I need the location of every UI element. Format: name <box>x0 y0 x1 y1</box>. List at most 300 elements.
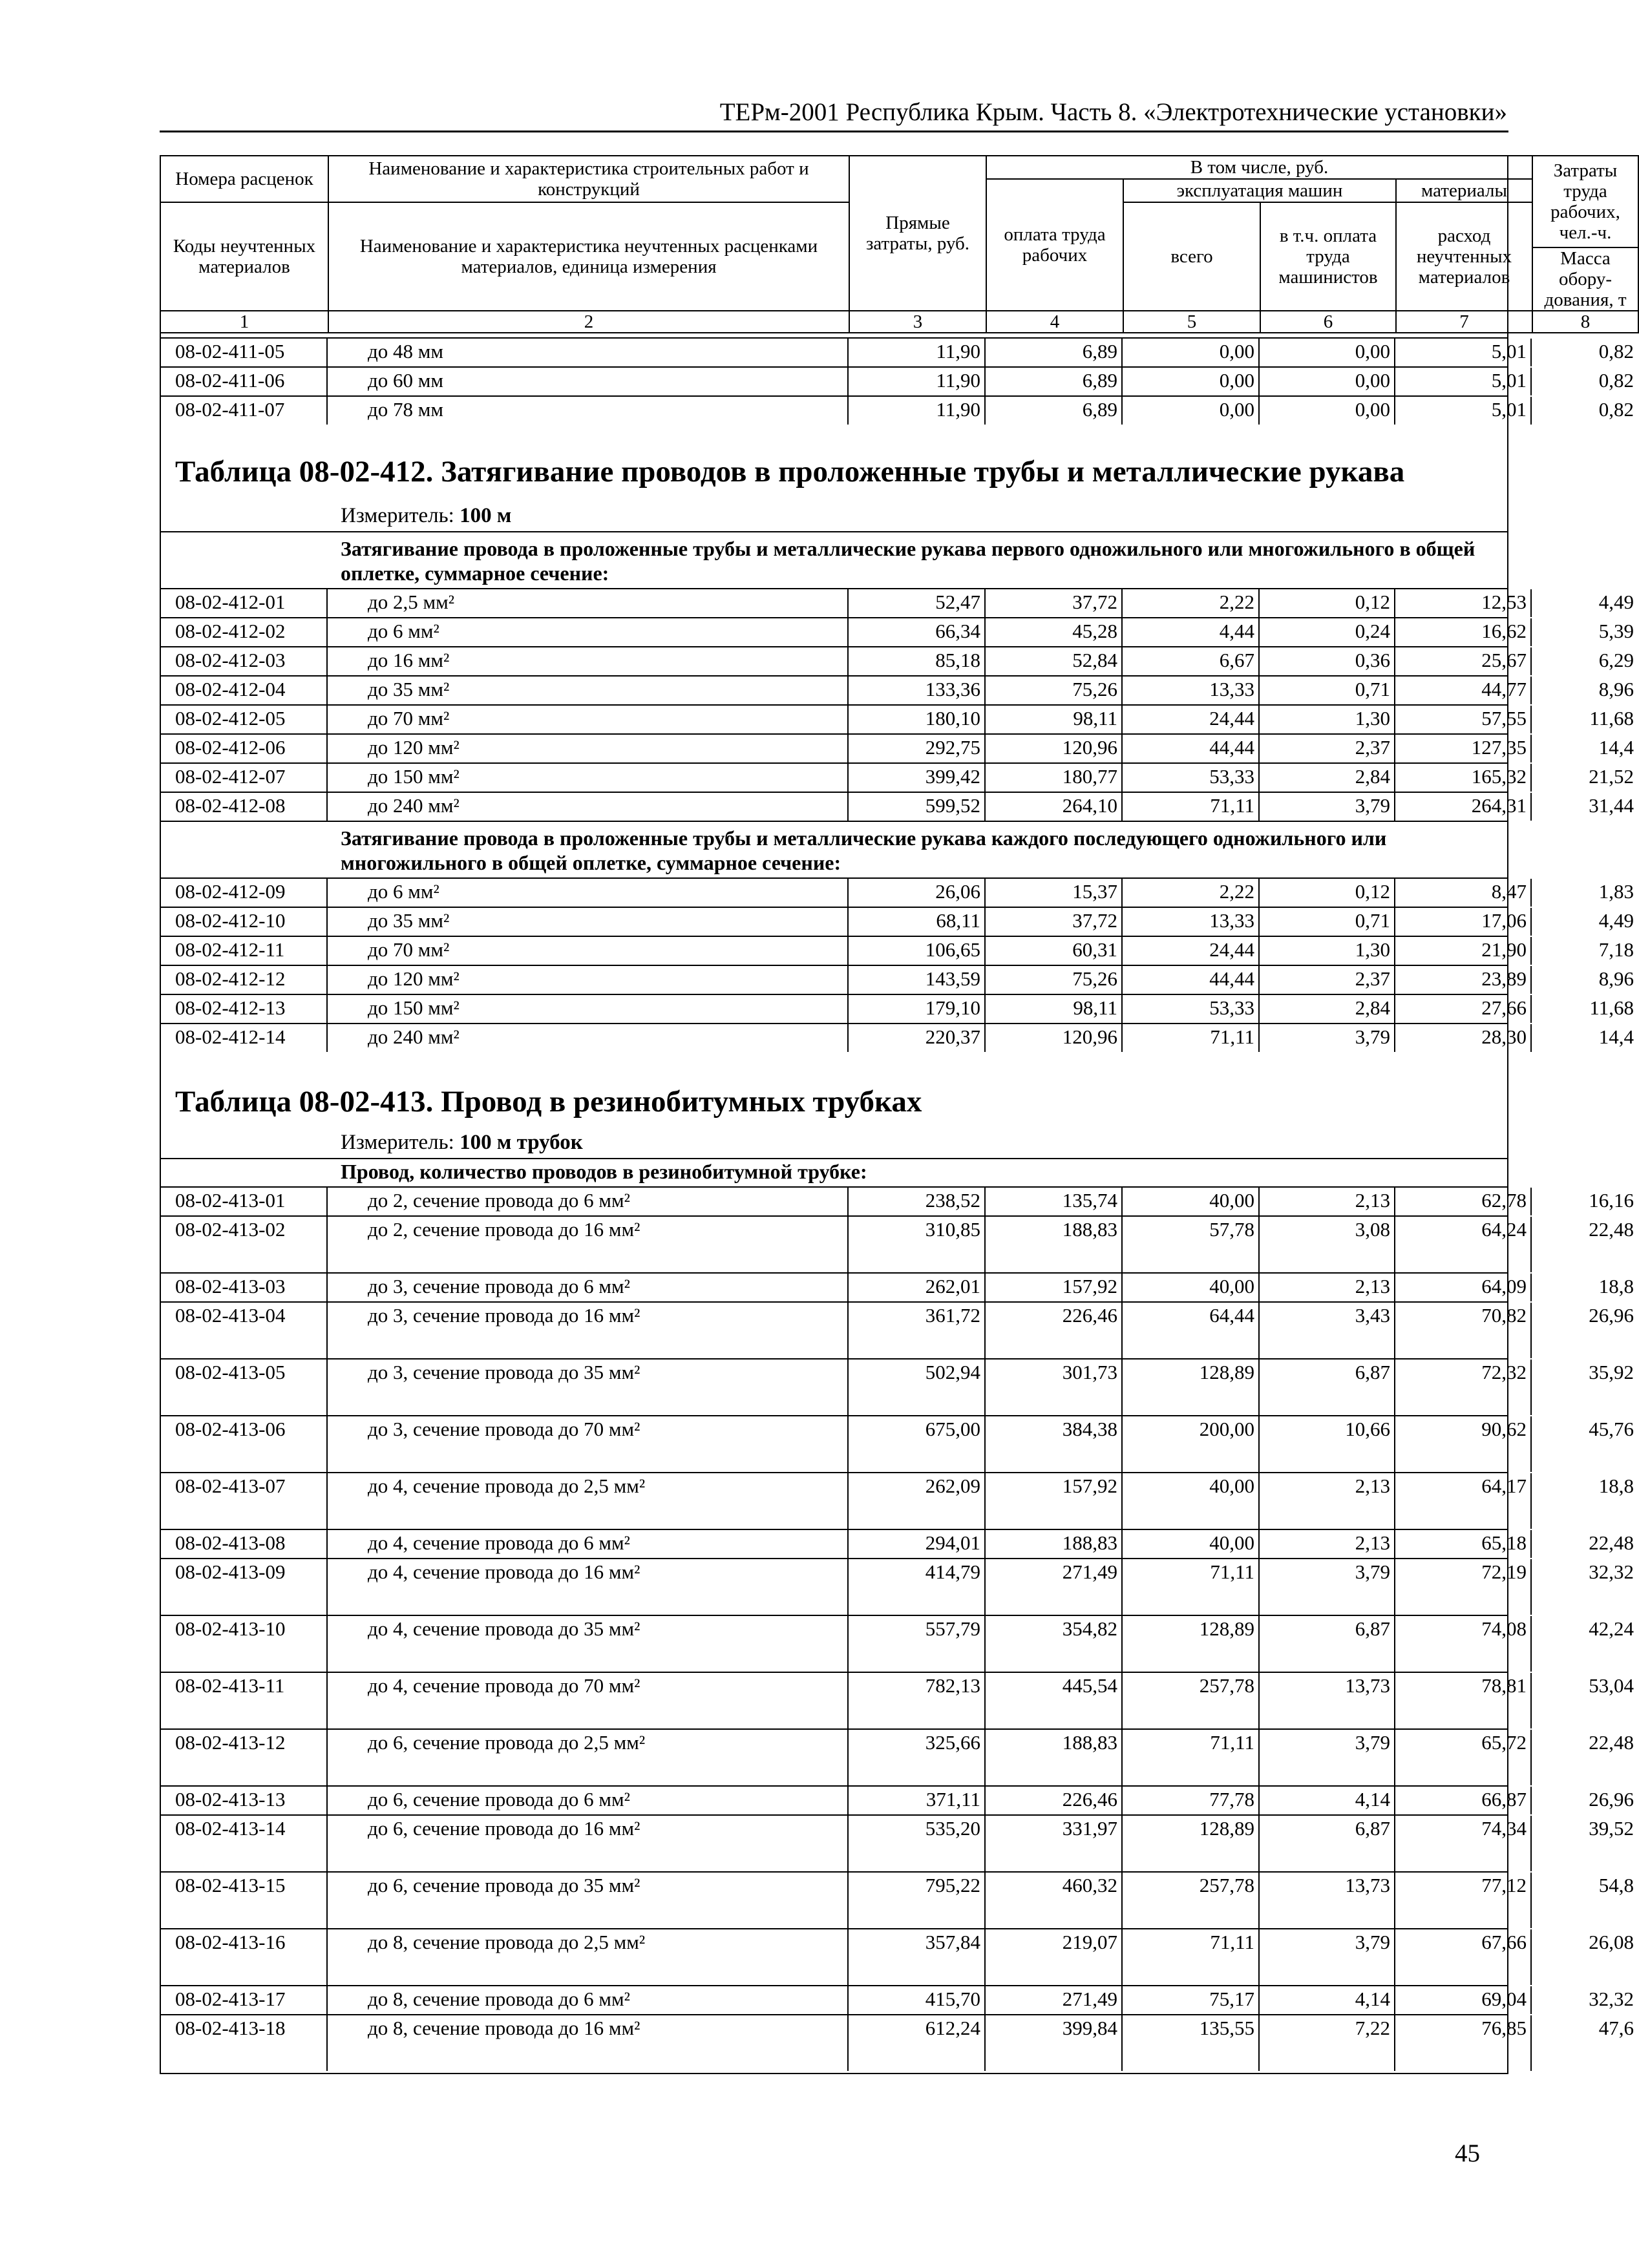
header-col1-top: Номера расценок <box>160 156 328 202</box>
rate-code: 08-02-413-06 <box>160 1416 328 1472</box>
measure-value: 100 м <box>460 504 512 527</box>
rate-description: до 8, сечение провода до 2,5 мм² <box>328 1929 849 1985</box>
machines-total: 40,00 <box>1123 1473 1260 1529</box>
rate-code: 08-02-413-04 <box>160 1303 328 1358</box>
header-number: 7 <box>1396 311 1532 333</box>
machinists-pay: 7,22 <box>1260 2015 1395 2071</box>
labor-pay: 219,07 <box>986 1929 1123 1985</box>
machinists-pay: 0,00 <box>1260 397 1395 425</box>
labor-hours: 4,49 <box>1598 909 1634 932</box>
labor-hours: 0,82 <box>1598 340 1634 362</box>
table-413-title: Таблица 08-02-413. Провод в резинобитумных трубках <box>175 1085 922 1118</box>
machinists-pay: 2,37 <box>1260 966 1395 994</box>
machines-total: 128,89 <box>1123 1816 1260 1871</box>
table-row <box>160 1985 1634 2014</box>
rate-code: 08-02-412-04 <box>160 677 328 704</box>
machines-total: 2,22 <box>1123 879 1260 907</box>
table-row <box>160 936 1634 965</box>
table-row <box>160 733 1634 762</box>
labor-pay: 226,46 <box>986 1303 1123 1358</box>
labor-hours: 35,92 <box>1589 1361 1634 1383</box>
header-number: 3 <box>849 311 986 333</box>
machinists-pay: 3,79 <box>1260 1024 1395 1052</box>
labor-pay: 188,83 <box>986 1730 1123 1785</box>
labor-hours: 14,4 <box>1598 1025 1634 1048</box>
labor-hours: 47,6 <box>1598 2017 1634 2039</box>
labor-hours: 26,08 <box>1589 1931 1634 1953</box>
labor-hours: 42,24 <box>1589 1617 1634 1640</box>
machines-total: 53,33 <box>1123 764 1260 792</box>
direct-cost: 66,34 <box>849 618 986 646</box>
table-row <box>160 675 1634 704</box>
rate-code: 08-02-412-13 <box>160 995 328 1023</box>
header-number: 1 <box>160 311 328 333</box>
table-row <box>160 907 1634 936</box>
materials-cost: 16,62 <box>1395 618 1532 646</box>
materials-cost: 66,87 <box>1395 1787 1532 1814</box>
rate-description: до 4, сечение провода до 16 мм² <box>328 1559 849 1615</box>
rate-description: до 3, сечение провода до 35 мм² <box>328 1360 849 1415</box>
labor-hours: 54,8 <box>1598 1874 1634 1896</box>
table-row <box>160 617 1634 646</box>
labor-pay: 98,11 <box>986 995 1123 1023</box>
labor-pay: 157,92 <box>986 1274 1123 1301</box>
direct-cost: 262,01 <box>849 1274 986 1301</box>
rate-code: 08-02-413-16 <box>160 1929 328 1985</box>
table-row <box>160 1672 1634 1728</box>
table-412-measure <box>341 503 511 529</box>
machinists-pay: 2,13 <box>1260 1530 1395 1558</box>
materials-cost: 74,34 <box>1395 1816 1532 1871</box>
header-col2-top: Наименование и характеристика строительных работ и конструкций <box>328 156 849 202</box>
rate-code: 08-02-412-12 <box>160 966 328 994</box>
machines-total: 6,67 <box>1123 647 1260 675</box>
materials-cost: 67,66 <box>1395 1929 1532 1985</box>
labor-hours: 22,48 <box>1589 1218 1634 1241</box>
rate-code: 08-02-413-13 <box>160 1787 328 1814</box>
rate-code: 08-02-412-05 <box>160 706 328 733</box>
machinists-pay: 3,43 <box>1260 1303 1395 1358</box>
header-number: 4 <box>986 311 1123 333</box>
machines-total: 71,11 <box>1123 1929 1260 1985</box>
rate-description: до 60 мм <box>328 368 849 395</box>
labor-hours: 18,8 <box>1598 1475 1634 1497</box>
direct-cost: 612,24 <box>849 2015 986 2071</box>
table-row <box>160 395 1634 425</box>
rate-description: до 3, сечение провода до 70 мм² <box>328 1416 849 1472</box>
rate-code: 08-02-413-07 <box>160 1473 328 1529</box>
labor-hours: 14,4 <box>1598 736 1634 759</box>
measure-label: Измеритель: <box>341 1131 454 1154</box>
labor-hours: 32,32 <box>1589 1560 1634 1583</box>
header-total: всего <box>1123 202 1260 311</box>
header-materials: материалы <box>1396 179 1532 202</box>
labor-hours: 8,96 <box>1598 967 1634 990</box>
labor-pay: 120,96 <box>986 1024 1123 1052</box>
rate-code: 08-02-413-01 <box>160 1188 328 1215</box>
rate-description: до 48 мм <box>328 339 849 366</box>
machines-total: 71,11 <box>1123 1559 1260 1615</box>
machines-total: 44,44 <box>1123 735 1260 762</box>
rate-code: 08-02-412-08 <box>160 793 328 821</box>
table-411-tail <box>160 337 1634 425</box>
materials-cost: 21,90 <box>1395 937 1532 965</box>
machines-total: 57,78 <box>1123 1217 1260 1272</box>
rate-code: 08-02-412-01 <box>160 589 328 617</box>
rate-description: до 2, сечение провода до 16 мм² <box>328 1217 849 1272</box>
rate-description: до 6, сечение провода до 6 мм² <box>328 1787 849 1814</box>
direct-cost: 310,85 <box>849 1217 986 1272</box>
machines-total: 71,11 <box>1123 1024 1260 1052</box>
rate-description: до 6, сечение провода до 16 мм² <box>328 1816 849 1871</box>
materials-cost: 12,53 <box>1395 589 1532 617</box>
table-row <box>160 1358 1634 1415</box>
labor-pay: 188,83 <box>986 1217 1123 1272</box>
machines-total: 0,00 <box>1123 368 1260 395</box>
labor-pay: 37,72 <box>986 908 1123 936</box>
labor-hours: 45,76 <box>1589 1418 1634 1440</box>
materials-cost: 5,01 <box>1395 397 1532 425</box>
table-413-body <box>160 1158 1634 2071</box>
header-group: В том числе, руб. <box>986 156 1532 179</box>
direct-cost: 357,84 <box>849 1929 986 1985</box>
materials-cost: 23,89 <box>1395 966 1532 994</box>
rate-description: до 6 мм² <box>328 879 849 907</box>
machinists-pay: 1,30 <box>1260 706 1395 733</box>
labor-pay: 264,10 <box>986 793 1123 821</box>
labor-hours: 22,48 <box>1589 1731 1634 1754</box>
direct-cost: 220,37 <box>849 1024 986 1052</box>
header-col2-bottom: Наименование и характеристика неучтенных расценками материалов, единица измерения <box>328 202 849 311</box>
page-number: 45 <box>1455 2139 1480 2167</box>
table-row <box>160 646 1634 675</box>
rate-code: 08-02-412-07 <box>160 764 328 792</box>
machinists-pay: 2,84 <box>1260 764 1395 792</box>
labor-hours: 22,48 <box>1589 1531 1634 1554</box>
direct-cost: 11,90 <box>849 368 986 395</box>
materials-cost: 57,55 <box>1395 706 1532 733</box>
rate-description: до 3, сечение провода до 16 мм² <box>328 1303 849 1358</box>
table-row <box>160 1785 1634 1814</box>
labor-hours: 5,39 <box>1598 620 1634 642</box>
table-row <box>160 1615 1634 1672</box>
materials-cost: 17,06 <box>1395 908 1532 936</box>
direct-cost: 52,47 <box>849 589 986 617</box>
materials-cost: 64,17 <box>1395 1473 1532 1529</box>
machines-total: 2,22 <box>1123 589 1260 617</box>
direct-cost: 675,00 <box>849 1416 986 1472</box>
machines-total: 4,44 <box>1123 618 1260 646</box>
machines-total: 13,33 <box>1123 908 1260 936</box>
machines-total: 71,11 <box>1123 1730 1260 1785</box>
table-row <box>160 1023 1634 1052</box>
labor-hours: 4,49 <box>1598 591 1634 613</box>
rate-description: до 240 мм² <box>328 793 849 821</box>
direct-cost: 143,59 <box>849 966 986 994</box>
table-row <box>160 337 1634 366</box>
labor-hours: 26,96 <box>1589 1788 1634 1811</box>
direct-cost: 85,18 <box>849 647 986 675</box>
labor-pay: 37,72 <box>986 589 1123 617</box>
labor-pay: 445,54 <box>986 1673 1123 1728</box>
materials-cost: 25,67 <box>1395 647 1532 675</box>
labor-hours: 39,52 <box>1589 1817 1634 1840</box>
direct-cost: 782,13 <box>849 1673 986 1728</box>
rate-code: 08-02-411-05 <box>160 339 328 366</box>
labor-pay: 399,84 <box>986 2015 1123 2071</box>
running-header: ТЕРм-2001 Республика Крым. Часть 8. «Электротехнические установки» <box>719 98 1507 126</box>
machines-total: 257,78 <box>1123 1673 1260 1728</box>
materials-cost: 69,04 <box>1395 1986 1532 2014</box>
direct-cost: 502,94 <box>849 1360 986 1415</box>
table-412-subhead-1: Затягивание провода в проложенные трубы и металлические рукава первого одножильного или многожильного в общей оплетке, суммарное сечение: <box>160 531 1508 588</box>
labor-hours: 1,83 <box>1598 880 1634 903</box>
materials-cost: 65,72 <box>1395 1730 1532 1785</box>
direct-cost: 795,22 <box>849 1873 986 1928</box>
materials-cost: 70,82 <box>1395 1303 1532 1358</box>
machines-total: 77,78 <box>1123 1787 1260 1814</box>
table-row <box>160 1529 1634 1558</box>
direct-cost: 11,90 <box>849 339 986 366</box>
machines-total: 40,00 <box>1123 1530 1260 1558</box>
labor-pay: 331,97 <box>986 1816 1123 1871</box>
rate-code: 08-02-412-11 <box>160 937 328 965</box>
table-row <box>160 1928 1634 1985</box>
table-row <box>160 1558 1634 1615</box>
rate-description: до 3, сечение провода до 6 мм² <box>328 1274 849 1301</box>
rate-code: 08-02-411-06 <box>160 368 328 395</box>
labor-pay: 6,89 <box>986 397 1123 425</box>
rate-code: 08-02-413-17 <box>160 1986 328 2014</box>
header-number: 5 <box>1123 311 1260 333</box>
table-row <box>160 1215 1634 1272</box>
rate-description: до 4, сечение провода до 70 мм² <box>328 1673 849 1728</box>
direct-cost: 179,10 <box>849 995 986 1023</box>
machines-total: 71,11 <box>1123 793 1260 821</box>
rate-code: 08-02-413-09 <box>160 1559 328 1615</box>
machinists-pay: 0,00 <box>1260 368 1395 395</box>
labor-pay: 157,92 <box>986 1473 1123 1529</box>
machines-total: 257,78 <box>1123 1873 1260 1928</box>
header-last-bottom: Масса обору-дования, т <box>1532 247 1638 311</box>
direct-cost: 557,79 <box>849 1616 986 1672</box>
rate-description: до 4, сечение провода до 6 мм² <box>328 1530 849 1558</box>
labor-pay: 460,32 <box>986 1873 1123 1928</box>
rate-description: до 150 мм² <box>328 995 849 1023</box>
table-row <box>160 1272 1634 1301</box>
machines-total: 24,44 <box>1123 937 1260 965</box>
machinists-pay: 3,08 <box>1260 1217 1395 1272</box>
rate-description: до 35 мм² <box>328 677 849 704</box>
rate-code: 08-02-412-02 <box>160 618 328 646</box>
rate-description: до 4, сечение провода до 2,5 мм² <box>328 1473 849 1529</box>
rate-description: до 8, сечение провода до 6 мм² <box>328 1986 849 2014</box>
rate-description: до 35 мм² <box>328 908 849 936</box>
machinists-pay: 6,87 <box>1260 1360 1395 1415</box>
rate-code: 08-02-413-14 <box>160 1816 328 1871</box>
rate-description: до 16 мм² <box>328 647 849 675</box>
labor-pay: 384,38 <box>986 1416 1123 1472</box>
direct-cost: 325,66 <box>849 1730 986 1785</box>
labor-pay: 135,74 <box>986 1188 1123 1215</box>
machinists-pay: 0,00 <box>1260 339 1395 366</box>
machinists-pay: 3,79 <box>1260 1730 1395 1785</box>
machines-total: 44,44 <box>1123 966 1260 994</box>
table-row <box>160 1186 1634 1215</box>
materials-cost: 5,01 <box>1395 368 1532 395</box>
direct-cost: 294,01 <box>849 1530 986 1558</box>
rate-description: до 70 мм² <box>328 937 849 965</box>
materials-cost: 8,47 <box>1395 879 1532 907</box>
rate-code: 08-02-411-07 <box>160 397 328 425</box>
machinists-pay: 0,12 <box>1260 879 1395 907</box>
table-row <box>160 1814 1634 1871</box>
labor-pay: 6,89 <box>986 339 1123 366</box>
rate-code: 08-02-413-03 <box>160 1274 328 1301</box>
machines-total: 0,00 <box>1123 397 1260 425</box>
machinists-pay: 2,37 <box>1260 735 1395 762</box>
direct-cost: 292,75 <box>849 735 986 762</box>
direct-cost: 535,20 <box>849 1816 986 1871</box>
measure-label: Измеритель: <box>341 504 454 527</box>
machines-total: 64,44 <box>1123 1303 1260 1358</box>
table-row <box>160 877 1634 907</box>
direct-cost: 26,06 <box>849 879 986 907</box>
labor-pay: 75,26 <box>986 677 1123 704</box>
materials-cost: 62,78 <box>1395 1188 1532 1215</box>
direct-cost: 415,70 <box>849 1986 986 2014</box>
labor-pay: 271,49 <box>986 1986 1123 2014</box>
rate-description: до 78 мм <box>328 397 849 425</box>
labor-pay: 15,37 <box>986 879 1123 907</box>
direct-cost: 599,52 <box>849 793 986 821</box>
rate-code: 08-02-413-15 <box>160 1873 328 1928</box>
machines-total: 24,44 <box>1123 706 1260 733</box>
direct-cost: 399,42 <box>849 764 986 792</box>
materials-cost: 74,08 <box>1395 1616 1532 1672</box>
rate-description: до 240 мм² <box>328 1024 849 1052</box>
machines-total: 0,00 <box>1123 339 1260 366</box>
table-412-subhead-2: Затягивание провода в проложенные трубы и металлические рукава каждого последующего одножильного или многожильного в общей оплетке, суммарное сечение: <box>160 821 1508 877</box>
header-number: 6 <box>1260 311 1396 333</box>
rate-description: до 2,5 мм² <box>328 589 849 617</box>
header-machinists: в т.ч. оплата труда машинистов <box>1260 202 1396 311</box>
direct-cost: 11,90 <box>849 397 986 425</box>
measure-value: 100 м трубок <box>460 1131 583 1154</box>
header-rule <box>160 131 1508 132</box>
labor-hours: 31,44 <box>1589 794 1634 817</box>
rate-description: до 120 мм² <box>328 966 849 994</box>
header-last-top: Затраты труда рабочих, чел.-ч. <box>1532 156 1638 247</box>
labor-hours: 26,96 <box>1589 1304 1634 1327</box>
labor-pay: 271,49 <box>986 1559 1123 1615</box>
machines-total: 40,00 <box>1123 1274 1260 1301</box>
labor-hours: 0,82 <box>1598 398 1634 421</box>
rate-description: до 8, сечение провода до 16 мм² <box>328 2015 849 2071</box>
rate-code: 08-02-412-10 <box>160 908 328 936</box>
machines-total: 53,33 <box>1123 995 1260 1023</box>
labor-pay: 180,77 <box>986 764 1123 792</box>
labor-hours: 8,96 <box>1598 678 1634 700</box>
labor-hours: 11,68 <box>1589 707 1634 730</box>
labor-pay: 6,89 <box>986 368 1123 395</box>
materials-cost: 127,35 <box>1395 735 1532 762</box>
materials-cost: 5,01 <box>1395 339 1532 366</box>
materials-cost: 264,31 <box>1395 793 1532 821</box>
rate-code: 08-02-413-12 <box>160 1730 328 1785</box>
materials-cost: 72,19 <box>1395 1559 1532 1615</box>
labor-pay: 188,83 <box>986 1530 1123 1558</box>
table-412-body <box>160 531 1634 1052</box>
machines-total: 128,89 <box>1123 1360 1260 1415</box>
table-row <box>160 762 1634 792</box>
materials-cost: 28,30 <box>1395 1024 1532 1052</box>
rate-code: 08-02-413-08 <box>160 1530 328 1558</box>
materials-cost: 165,32 <box>1395 764 1532 792</box>
labor-pay: 98,11 <box>986 706 1123 733</box>
header-col1-bottom: Коды неучтенных материалов <box>160 202 328 311</box>
rate-code: 08-02-413-10 <box>160 1616 328 1672</box>
direct-cost: 238,52 <box>849 1188 986 1215</box>
table-row <box>160 1472 1634 1529</box>
machinists-pay: 0,36 <box>1260 647 1395 675</box>
machinists-pay: 4,14 <box>1260 1787 1395 1814</box>
table-row <box>160 792 1634 821</box>
rate-code: 08-02-413-18 <box>160 2015 328 2071</box>
labor-pay: 301,73 <box>986 1360 1123 1415</box>
direct-cost: 414,79 <box>849 1559 986 1615</box>
machinists-pay: 0,71 <box>1260 908 1395 936</box>
rate-description: до 6, сечение провода до 2,5 мм² <box>328 1730 849 1785</box>
rate-description: до 6, сечение провода до 35 мм² <box>328 1873 849 1928</box>
labor-hours: 16,16 <box>1589 1189 1634 1212</box>
table-row <box>160 588 1634 617</box>
materials-cost: 77,12 <box>1395 1873 1532 1928</box>
table-row <box>160 965 1634 994</box>
rate-description: до 70 мм² <box>328 706 849 733</box>
rate-code: 08-02-413-11 <box>160 1673 328 1728</box>
table-row <box>160 1415 1634 1472</box>
header-number: 8 <box>1532 311 1638 333</box>
rate-description: до 4, сечение провода до 35 мм² <box>328 1616 849 1672</box>
table-header <box>160 155 1639 333</box>
materials-cost: 27,66 <box>1395 995 1532 1023</box>
rate-code: 08-02-412-09 <box>160 879 328 907</box>
rate-code: 08-02-412-06 <box>160 735 328 762</box>
header-number: 2 <box>328 311 849 333</box>
labor-pay: 226,46 <box>986 1787 1123 1814</box>
labor-hours: 21,52 <box>1589 765 1634 788</box>
header-col3: Прямые затраты, руб. <box>849 156 986 311</box>
header-machines: эксплуатация машин <box>1123 179 1396 202</box>
rate-description: до 120 мм² <box>328 735 849 762</box>
labor-pay: 52,84 <box>986 647 1123 675</box>
machinists-pay: 3,79 <box>1260 1559 1395 1615</box>
machinists-pay: 1,30 <box>1260 937 1395 965</box>
machines-total: 135,55 <box>1123 2015 1260 2071</box>
machinists-pay: 2,13 <box>1260 1274 1395 1301</box>
machinists-pay: 13,73 <box>1260 1873 1395 1928</box>
machinists-pay: 3,79 <box>1260 1929 1395 1985</box>
labor-hours: 18,8 <box>1598 1275 1634 1297</box>
table-row <box>160 366 1634 395</box>
materials-cost: 72,32 <box>1395 1360 1532 1415</box>
rate-code: 08-02-413-05 <box>160 1360 328 1415</box>
rate-description: до 6 мм² <box>328 618 849 646</box>
header-materials-sub: расход неучтенных материалов <box>1396 202 1532 311</box>
rate-code: 08-02-412-14 <box>160 1024 328 1052</box>
rate-description: до 150 мм² <box>328 764 849 792</box>
